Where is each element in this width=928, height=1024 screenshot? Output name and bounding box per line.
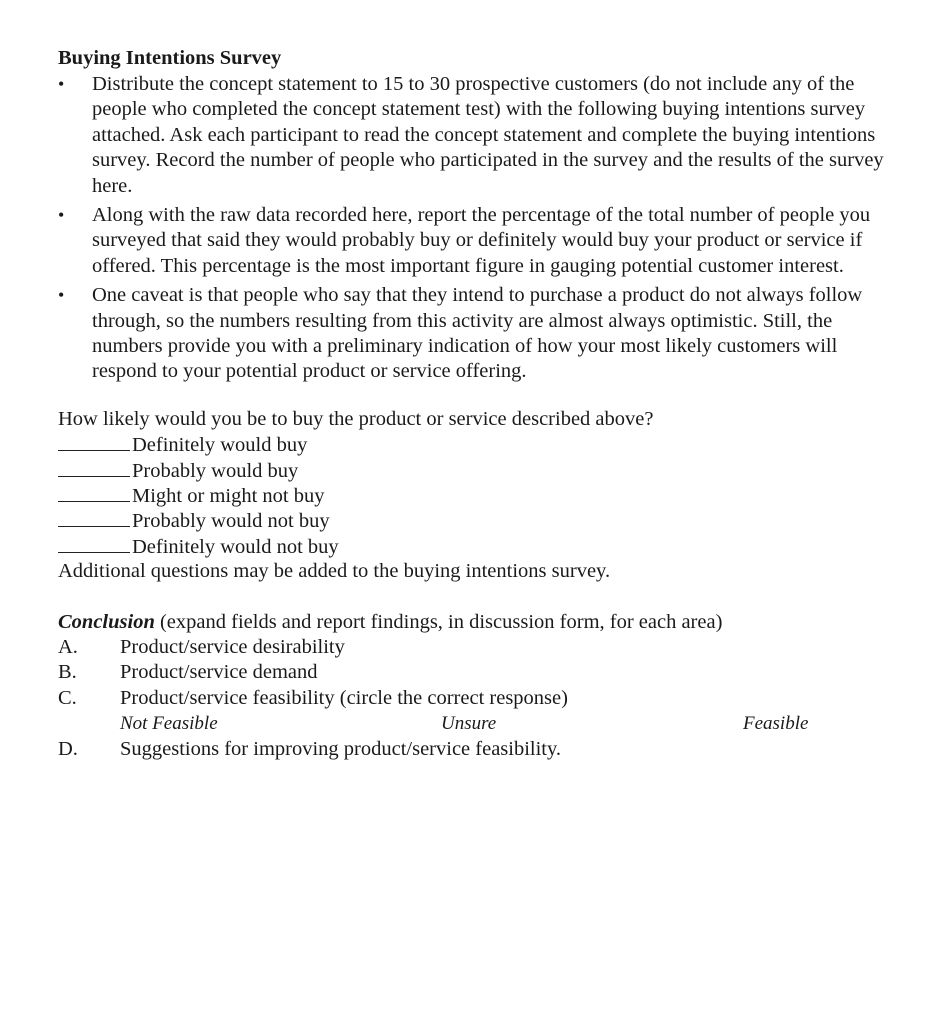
item-letter: A.	[58, 636, 78, 659]
scale-not-feasible: Not Feasible	[120, 713, 218, 735]
instruction-list	[58, 72, 898, 385]
option-label: Probably would not buy	[132, 510, 330, 533]
survey-options	[58, 432, 898, 559]
item-text: Product/service demand	[120, 661, 318, 684]
survey-option	[58, 508, 898, 533]
answer-blank-line	[58, 483, 130, 502]
instruction-text: One caveat is that people who say that they intend to purchase a product do not always follow through, so the numbers resulting from this activity are almost always optimistic. Still, the numbers provide you with a preliminary indication of how your most likely customers will respond to your potential product or service offering.	[92, 284, 863, 383]
conclusion-heading: Conclusion	[58, 610, 155, 633]
bullet-icon: •	[58, 285, 65, 306]
conclusion-heading-line	[58, 610, 898, 635]
survey-option	[58, 458, 898, 483]
item-letter: B.	[58, 661, 77, 684]
item-text: Suggestions for improving product/service feasibility.	[120, 737, 562, 760]
survey-question: How likely would you be to buy the product or service described above?	[58, 407, 654, 430]
conclusion-item-c	[58, 686, 898, 711]
answer-blank-line	[58, 458, 130, 477]
feasibility-scale	[58, 711, 898, 736]
scale-feasible: Feasible	[743, 713, 809, 735]
conclusion-item-d	[58, 737, 898, 762]
survey-option	[58, 483, 898, 508]
conclusion-item-a	[58, 635, 898, 660]
option-label: Definitely would buy	[132, 434, 308, 457]
answer-blank-line	[58, 534, 130, 553]
document-page	[58, 46, 898, 762]
instruction-item	[58, 203, 898, 279]
item-text: Product/service desirability	[120, 636, 345, 659]
bullet-icon: •	[58, 205, 65, 226]
scale-unsure: Unsure	[441, 713, 497, 735]
conclusion-item-b	[58, 660, 898, 685]
item-letter: D.	[58, 737, 78, 760]
option-label: Definitely would not buy	[132, 535, 339, 558]
instruction-text: Along with the raw data recorded here, report the percentage of the total number of people you surveyed that said they would probably buy or definitely would buy your product or service if offered. This percentage is the most important figure in gauging potential customer interest.	[92, 204, 871, 277]
instruction-item	[58, 72, 898, 199]
instruction-text: Distribute the concept statement to 15 to 30 prospective customers (do not include any of the people who completed the concept statement test) with the following buying intentions survey attached. Ask each participant to read the concept statement and complete the buying intentions survey. Record the number of people who participated in the survey and the results of the survey here.	[92, 73, 884, 197]
bullet-icon: •	[58, 74, 65, 94]
survey-note: Additional questions may be added to the buying intentions survey.	[58, 560, 611, 583]
survey-option	[58, 432, 898, 457]
answer-blank-line	[58, 508, 130, 527]
document-title: Buying Intentions Survey	[58, 47, 282, 69]
instruction-item	[58, 283, 898, 385]
option-label: Probably would buy	[132, 459, 299, 482]
option-label: Might or might not buy	[132, 485, 325, 508]
answer-blank-line	[58, 432, 130, 451]
conclusion-instruction: (expand fields and report findings, in discussion form, for each area)	[154, 610, 723, 633]
item-text: Product/service feasibility (circle the correct response)	[120, 686, 568, 709]
item-letter: C.	[58, 686, 77, 709]
survey-option	[58, 534, 898, 559]
